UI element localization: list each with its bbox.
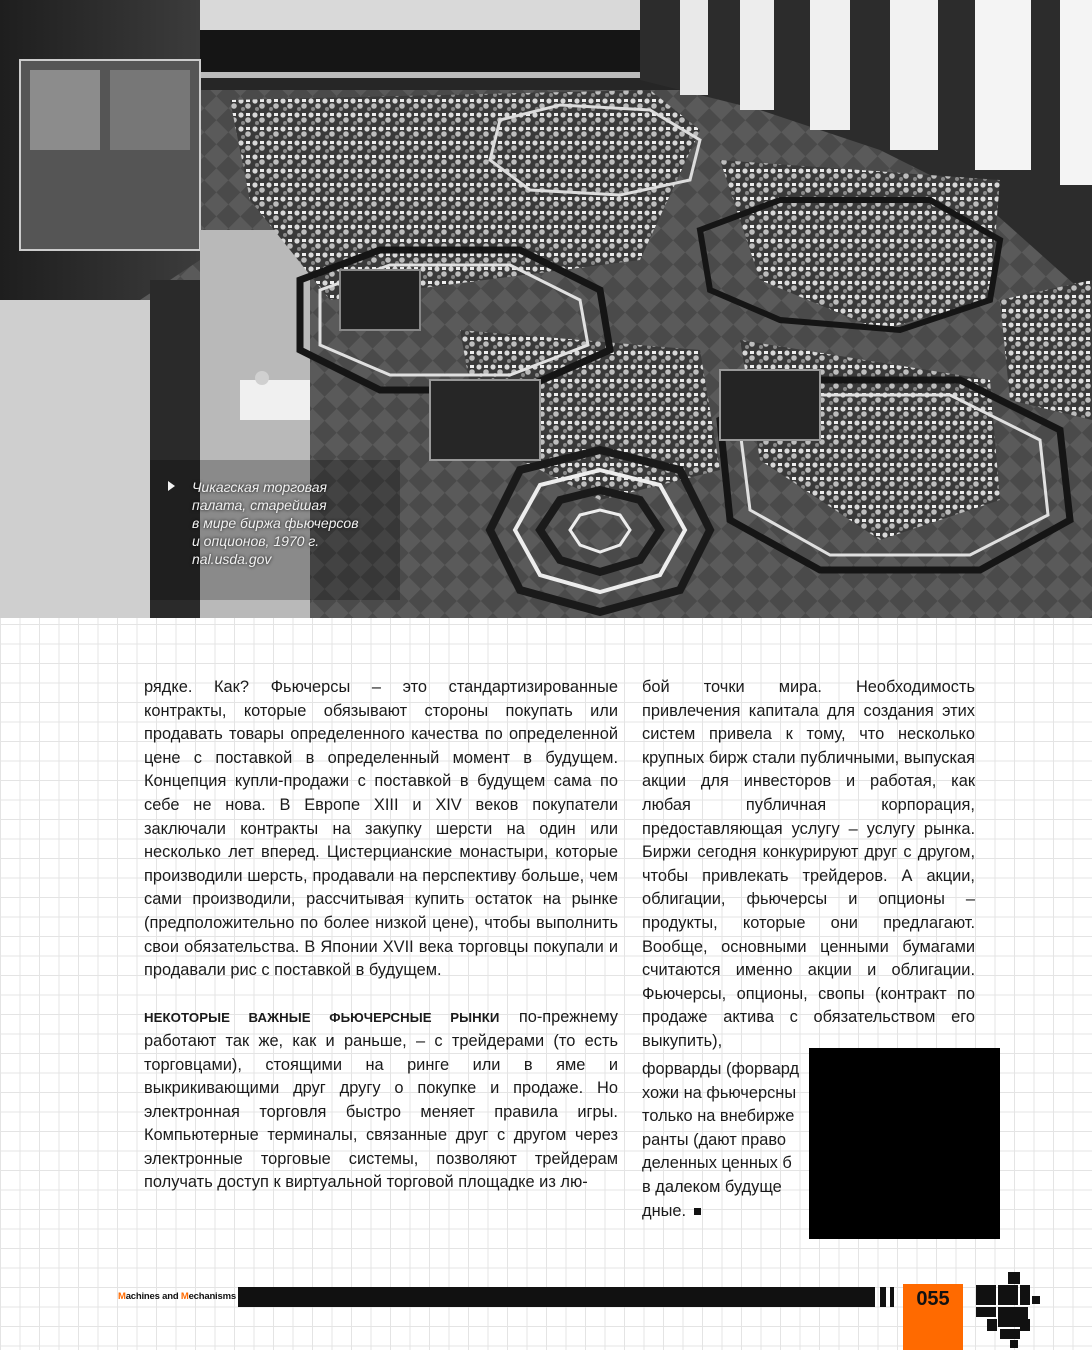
paragraph-body: по-прежнему работают так же, как и раньше, – с трейдерами (то есть торговцами), стоящими на ринге или в яме и выкрикивающими друг другу о покупке и продаже. Но электронная торговля быстро меняет правила игры. Компьютерные терминалы, связанные друг с другом через электронные торговые системы, позволяют трейдерам получать доступ к виртуальной торговой площадке из лю- bbox=[144, 1008, 618, 1192]
trading-floor-illustration bbox=[0, 0, 1092, 618]
trading-floor-photo bbox=[0, 0, 1092, 618]
caption-line: палата, старейшая bbox=[192, 497, 327, 513]
footer-bar-segment bbox=[880, 1287, 886, 1307]
truncated-line-last bbox=[642, 1200, 799, 1224]
truncated-line: форварды (форвард bbox=[642, 1060, 800, 1078]
footer-bar bbox=[238, 1287, 875, 1307]
footer-bar-segment bbox=[890, 1287, 894, 1307]
article-paragraph: рядке. Как? Фьючерсы – это стандартизированные контракты, которые обязывают стороны покупать или продавать товары определенного качества по определенной цене с поставкой в определенный момент в будущем. Концепция купли-продажи с поставкой в будущем сама по себе не нова. В Европе XIII и XIV веков покупатели заключали контракты на закупку шерсти на один или несколько лет вперед. Цистерцианские монастыри, которые производили шерсть, продавали на перспективу больше, чем сами производили, рассчитывая купить остаток на рынке (предположительно по более низкой цене), чтобы выполнить свои обязательства. В Японии XVII века торговцы покупали и продавали рис с поставкой в будущем. bbox=[144, 678, 618, 980]
article-right-column bbox=[642, 676, 975, 1054]
photo-caption bbox=[168, 478, 368, 568]
page-number: 055 bbox=[916, 1288, 950, 1310]
caption-line: Чикагская торговая bbox=[192, 479, 327, 495]
truncated-line: ранты (дают право bbox=[642, 1130, 787, 1149]
truncated-line: дные. bbox=[642, 1201, 687, 1220]
paragraph-lead: НЕКОТОРЫЕ ВАЖНЫЕ ФЬЮЧЕРСНЫЕ РЫНКИ bbox=[144, 1010, 500, 1026]
end-of-article-icon bbox=[694, 1208, 701, 1215]
caption-line: в мире биржа фьючерсов bbox=[192, 515, 359, 531]
caption-line: и опционов, 1970 г. bbox=[192, 533, 320, 549]
article-paragraph: бой точки мира. Необходимость привлечения капитала для создания этих систем привела к тому, что несколько крупных бирж стали публичными, выпуская акции для инвесторов и работая, как любая публичная корпорация, предоставляющая услугу – услугу рынка. Биржи сегодня конкурируют друг с другом, чтобы привлекать трейдеров. А акции, облигации, фьючерсы и опционы – продукты, которые они предлагают. Вообще, основными ценными бумагами считаются именно акции и облигации. Фьючерсы, опционы, свопы (контракт по продаже актива с обязательством его выкупить), bbox=[642, 678, 975, 1050]
footer-brand: Machines and Mechanisms bbox=[118, 1291, 236, 1302]
truncated-line: в далеком будуще bbox=[642, 1177, 782, 1196]
truncated-line: деленных ценных б bbox=[642, 1154, 792, 1173]
truncated-line: только на внебирже bbox=[642, 1107, 795, 1126]
page-number-box bbox=[903, 1284, 963, 1350]
black-box bbox=[809, 1048, 1000, 1239]
truncated-line: хожи на фьючерсны bbox=[642, 1083, 797, 1102]
article-paragraph bbox=[144, 1006, 618, 1195]
truncated-lines bbox=[642, 1058, 799, 1223]
article-left-column bbox=[144, 676, 618, 1195]
caption-line: nal.usda.gov bbox=[192, 551, 272, 567]
